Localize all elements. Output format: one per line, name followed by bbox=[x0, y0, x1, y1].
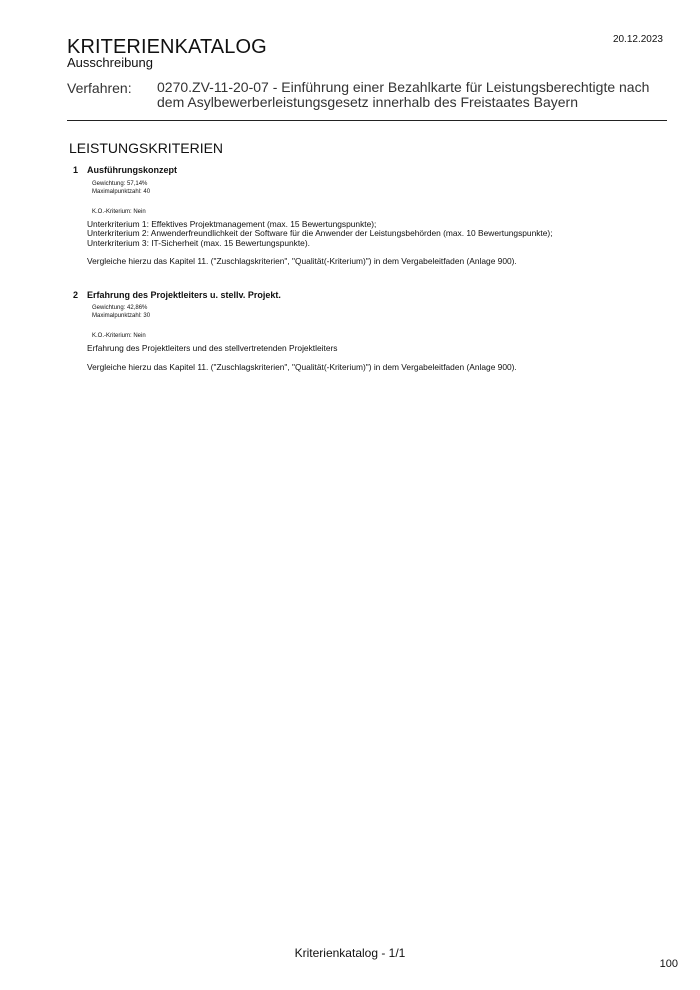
criterion-title: Erfahrung des Projektleiters u. stellv. Projekt. bbox=[87, 290, 281, 300]
document-date: 20.12.2023 bbox=[612, 34, 663, 45]
criterion-number: 2 bbox=[73, 290, 79, 300]
procedure-text: 0270.ZV-11-20-07 - Einführung einer Bezahlkarte für Leistungsberechtigte nach dem Asylbewerberleistungsgesetz innerhalb des Freistaates Bayern bbox=[157, 79, 650, 110]
page-footer: Kriterienkatalog - 1/1 bbox=[294, 946, 406, 960]
sub-criterion: Unterkriterium 1: Effektives Projektmanagement (max. 15 Bewertungspunkte); bbox=[87, 219, 377, 229]
criterion-number: 1 bbox=[73, 165, 79, 175]
criterion-reference: Vergleiche hierzu das Kapitel 11. ("Zuschlagskriterien", "Qualität(-Kriterium)") in dem Vergabeleitfaden (Anlage 900). bbox=[87, 362, 517, 372]
criterion-max-points: Maximalpunktzahl: 40 bbox=[92, 189, 151, 195]
criterion-weight: Gewichtung: 42,86% bbox=[92, 305, 148, 311]
criterion-reference: Vergleiche hierzu das Kapitel 11. ("Zuschlagskriterien", "Qualität(-Kriterium)") in dem Vergabeleitfaden (Anlage 900). bbox=[87, 256, 517, 266]
sub-criterion: Unterkriterium 2: Anwenderfreundlichkeit der Software für die Anwender der Leistungsbehörden (max. 10 Bewertungspunkte); bbox=[87, 228, 553, 239]
procedure-label: Verfahren: bbox=[67, 80, 132, 96]
criterion-weight: Gewichtung: 57,14% bbox=[92, 181, 148, 187]
page-number: 100 bbox=[659, 958, 678, 970]
document-title: KRITERIENKATALOG bbox=[67, 36, 267, 58]
criterion-max-points: Maximalpunktzahl: 30 bbox=[92, 313, 151, 319]
criterion-title: Ausführungskonzept bbox=[87, 165, 177, 175]
section-heading: LEISTUNGSKRITERIEN bbox=[69, 140, 224, 156]
criterion-description: Erfahrung des Projektleiters und des stellvertretenden Projektleiters bbox=[87, 343, 338, 353]
sub-criteria-list bbox=[87, 220, 553, 248]
document-subtitle: Ausschreibung bbox=[67, 55, 153, 70]
sub-criterion: Unterkriterium 3: IT-Sicherheit (max. 15 Bewertungspunkte). bbox=[87, 237, 310, 248]
header-divider bbox=[67, 120, 667, 121]
criterion-ko: K.O.-Kriterium: Nein bbox=[92, 333, 146, 339]
criterion-ko: K.O.-Kriterium: Nein bbox=[92, 209, 146, 215]
